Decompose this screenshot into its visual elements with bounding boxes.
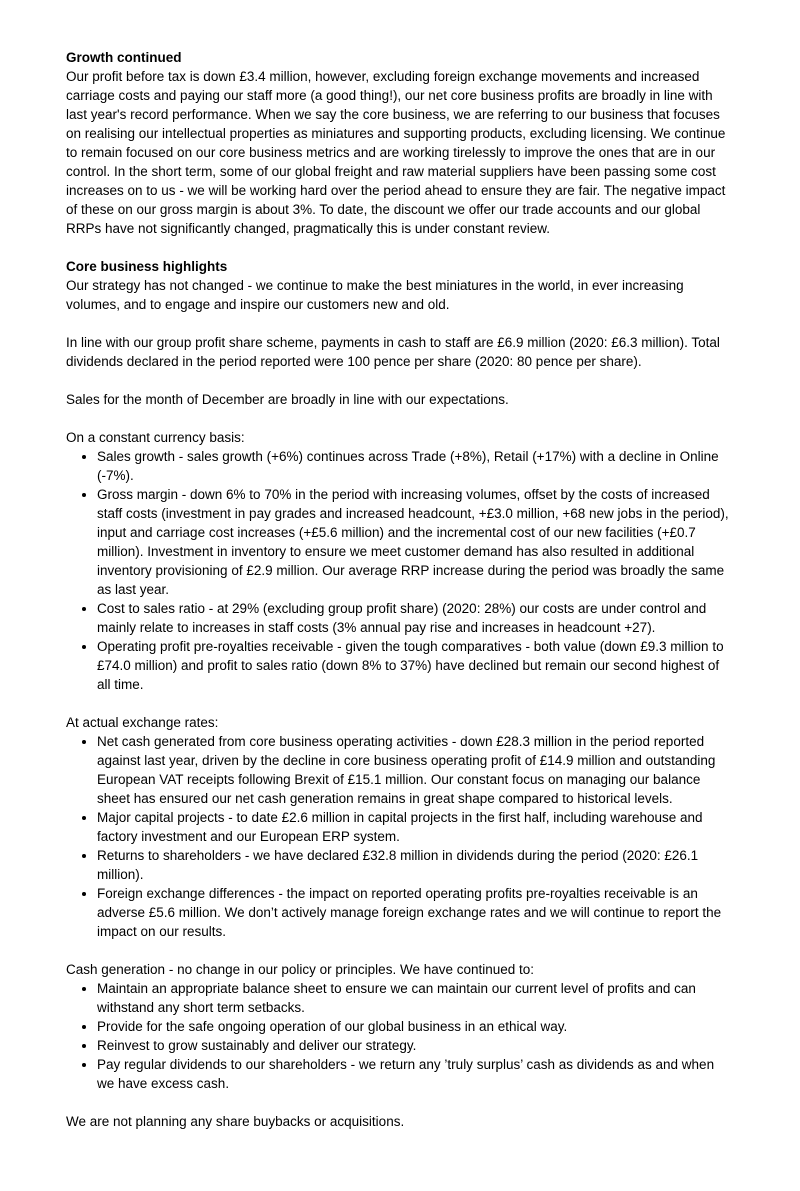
list-item: • Foreign exchange differences - the impact on reported operating profits pre-royalties receivable is an adverse £5.6 million. We don’t actively manage foreign exchange rates and we will continue to report the impact on our results. — [97, 884, 734, 941]
paragraph: Our strategy has not changed - we continue to make the best miniatures in the world, in ever increasing volumes, and to engage and inspire our customers new and old. — [66, 278, 684, 312]
list-item: • Maintain an appropriate balance sheet to ensure we can maintain our current level of profits and can withstand any short term setbacks. — [97, 979, 734, 1017]
paragraph: Our profit before tax is down £3.4 million, however, excluding foreign exchange movements and increased carriage costs and paying our staff more (a good thing!), our net core business profits are broadly in line with last year's record performance. When we say the core business, we are referring to our business that focuses on realising our intellectual properties as miniatures and supporting products, excluding licensing. We continue to remain focused on our core business metrics and are working tirelessly to improve the ones that are in our control. In the short term, some of our global freight and raw material suppliers have been passing some cost increases on to us - we will be working hard over the period ahead to ensure they are fair. The negative impact of these on our gross margin is about 3%. To date, the discount we offer our trade accounts and our global RRPs have not significantly changed, pragmatically this is under constant review. — [66, 69, 726, 236]
bullet-list — [66, 732, 734, 941]
list-item: • Major capital projects - to date £2.6 million in capital projects in the first half, including warehouse and factory investment and our European ERP system. — [97, 808, 734, 846]
paragraph: At actual exchange rates: — [66, 715, 219, 730]
paragraph: On a constant currency basis: — [66, 430, 245, 445]
document-body — [66, 48, 734, 1131]
paragraph: We are not planning any share buybacks or acquisitions. — [66, 1114, 405, 1129]
list-item: • Provide for the safe ongoing operation of our global business in an ethical way. — [97, 1017, 734, 1036]
list-item: • Operating profit pre-royalties receivable - given the tough comparatives - both value (down £9.3 million to £74.0 million) and profit to sales ratio (down 8% to 37%) have declined but remain our second highest of all time. — [97, 637, 734, 694]
paragraph: In line with our group profit share scheme, payments in cash to staff are £6.9 million (2020: £6.3 million). Total dividends declared in the period reported were 100 pence per share (2020: 80 pence per share). — [66, 335, 720, 369]
section-heading: Growth continued — [66, 50, 182, 65]
list-item: • Sales growth - sales growth (+6%) continues across Trade (+8%), Retail (+17%) with a decline in Online (-7%). — [97, 447, 734, 485]
bullet-list — [66, 447, 734, 694]
list-item: • Cost to sales ratio - at 29% (excluding group profit share) (2020: 28%) our costs are under control and mainly relate to increases in staff costs (3% annual pay rise and increases in headcount +27). — [97, 599, 734, 637]
list-item: • Pay regular dividends to our shareholders - we return any ’truly surplus’ cash as dividends as and when we have excess cash. — [97, 1055, 734, 1093]
list-item: • Gross margin - down 6% to 70% in the period with increasing volumes, offset by the costs of increased staff costs (investment in pay grades and increased headcount, +£3.0 million, +68 new jobs in the period), input and carriage cost increases (+£5.6 million) and the incremental cost of our new facilities (+£0.7 million). Investment in inventory to ensure we meet customer demand has also resulted in additional inventory provisioning of £2.9 million. Our average RRP increase during the period was broadly the same as last year. — [97, 485, 734, 599]
list-item: • Net cash generated from core business operating activities - down £28.3 million in the period reported against last year, driven by the decline in core business operating profit of £14.9 million and outstanding European VAT receipts following Brexit of £15.1 million. Our constant focus on managing our balance sheet has ensured our net cash generation remains in great shape compared to historical levels. — [97, 732, 734, 808]
bullet-list — [66, 979, 734, 1093]
section-heading: Core business highlights — [66, 259, 228, 274]
list-item: • Returns to shareholders - we have declared £32.8 million in dividends during the period (2020: £26.1 million). — [97, 846, 734, 884]
list-item: • Reinvest to grow sustainably and deliver our strategy. — [97, 1036, 734, 1055]
paragraph: Cash generation - no change in our policy or principles. We have continued to: — [66, 962, 535, 977]
paragraph: Sales for the month of December are broadly in line with our expectations. — [66, 392, 509, 407]
